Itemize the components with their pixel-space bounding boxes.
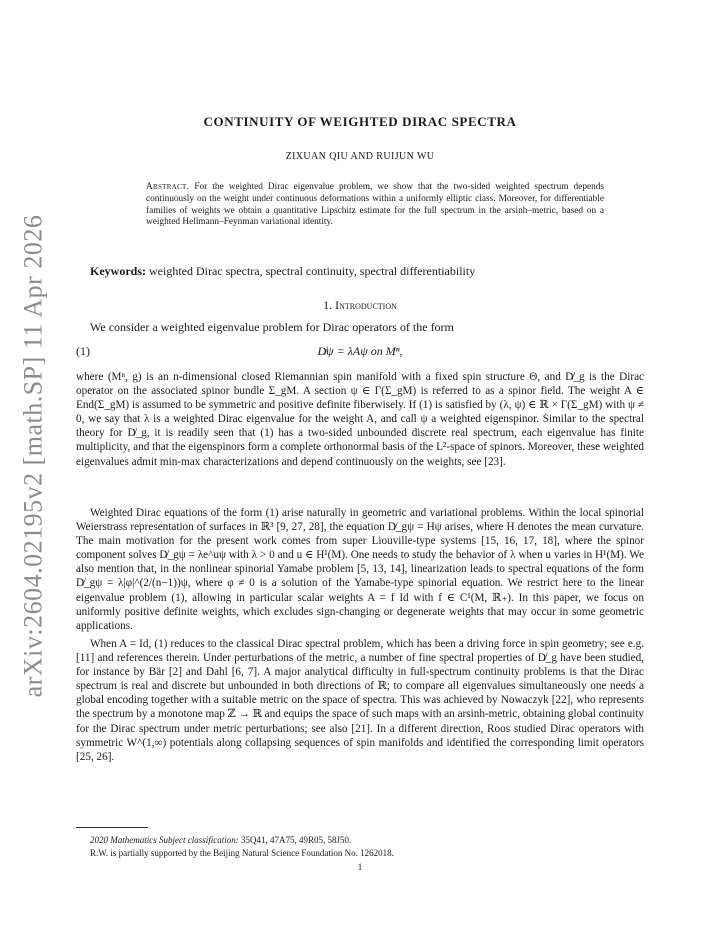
section-heading [76, 298, 644, 313]
section-number: 1. [323, 298, 333, 312]
footnote-msc-label: 2020 Mathematics Subject classification: [90, 835, 239, 845]
equation-number: (1) [76, 344, 90, 358]
keywords-label: Keywords: [90, 264, 146, 278]
paragraph-setup: where (Mⁿ, g) is an n-dimensional closed Riemannian spin manifold with a fixed spin structure Θ, and D̸_g is the Dirac operator on the associated spinor bundle Σ_gM. A section ψ ∈ Γ(Σ_gM) is referred to as a spinor field. The weight A ∈ End(Σ_gM) is assumed to be symmetric and positive definite fiberwisely. If (1) is satisfied by (λ, ψ) ∈ ℝ × Γ(Σ_gM) with ψ ≠ 0, we say that λ is a weighted Dirac eigenvalue for the weight A, and call ψ a weighted eigenspinor. Similar to the spectral theory for D̸_g, it is readily seen that (1) has a two-sided unbounded discrete real spectrum, each eigenvalue has finite multiplicity, and that the eigenspinors form a complete orthonormal basis of the L²-space of spinors. Moreover, these weighted eigenvalues admit min-max characterizations and depend continuously on the weights, see [23]. [76, 371, 644, 468]
equation-1 [76, 344, 644, 362]
keywords [90, 264, 644, 279]
abstract-text: For the weighted Dirac eigenvalue problem, we show that the two-sided weighted spectrum depends continuously on the weight under continuous deformations within a uniformly elliptic class. Moreover, for differentiable families of weights we obtain a quantitative Lipschitz estimate for the full spectrum in the arsinh–metric, based on a weighted Hellmann–Feynman variational identity. [146, 182, 605, 228]
abstract-label: Abstract. [146, 182, 190, 192]
intro-lead-paragraph: We consider a weighted eigenvalue problem for Dirac operators of the form [90, 320, 454, 334]
paragraph-motivation: Weighted Dirac equations of the form (1) arise naturally in geometric and variational problems. Within the local spinorial Weierstrass representation of surfaces in ℝ³ [9, 27, 28], the equation D̸_gψ = Hψ arises, where H denotes the mean curvature. The main motivation for the present work comes from super Liouville-type systems [15, 16, 17, 18], where the spinor component solves D̸_gψ = λe^uψ with λ > 0 and u ∈ H¹(M). One needs to study the behavior of λ when u varies in H¹(M). We also mention that, in the nonlinear spinorial Yamabe problem [5, 13, 14], linearization leads to spectral equations of the form D̸_gψ = λ|φ|^(2/(n−1))ψ, where φ ≠ 0 is a solution of the Yamabe-type spinorial equation. We restrict here to the linear eigenvalue problem (1), allowing in particular scalar weights A = f Id with f ∈ C¹(M, ℝ₊). In this paper, we focus on uniformly positive definite weights, which excludes sign-changing or degenerate weights that may occur in some geometric applications. [76, 507, 644, 632]
abstract [146, 182, 604, 229]
arxiv-identifier [4, 214, 62, 698]
footnote-funding: R.W. is partially supported by the Beijing Natural Science Foundation No. 1262018. [90, 848, 394, 858]
paper-title: CONTINUITY OF WEIGHTED DIRAC SPECTRA [203, 114, 517, 129]
arxiv-identifier-text: arXiv:2604.02195v2 [math.SP] 11 Apr 2026 [18, 214, 47, 698]
footnote-msc [90, 834, 644, 847]
section-title: Introduction [335, 298, 397, 312]
page-number: 1 [357, 862, 363, 872]
keywords-text: weighted Dirac spectra, spectral continuity, spectral differentiability [149, 264, 476, 278]
footnotes [90, 834, 644, 860]
equation-body: D̸ψ = λAψ on Mⁿ, [317, 344, 403, 358]
paragraph-classical: When A = Id, (1) reduces to the classical Dirac spectral problem, which has been a driving force in spin geometry; see e.g. [11] and references therein. Under perturbations of the metric, a number of fine spectral properties of D̸_g have been studied, for instance by Bär [2] and Dahl [6, 7]. A major analytical difficulty in full-spectrum continuity problems is that the Dirac spectrum is real and discrete but unbounded in both directions of ℝ; to compare all eigenvalues simultaneously one needs a global encoding together with a suitable metric on the space of spectra. This was achieved by Nowaczyk [22], who represents the spectrum by a monotone map ℤ → ℝ and equips the space of such maps with an arsinh-metric, obtaining global continuity for the Dirac spectrum under metric perturbations; see also [21]. In a different direction, Roos studied Dirac operators with symmetric W^(1,∞) potentials along collapsing sequences of spin manifolds and identified the corresponding limit operators [25, 26]. [76, 638, 645, 763]
footnote-msc-codes: 35Q41, 47A75, 49R05, 58J50. [240, 835, 352, 845]
paper-authors: ZIXUAN QIU AND RUIJUN WU [285, 151, 435, 162]
footnote-rule [76, 827, 148, 828]
